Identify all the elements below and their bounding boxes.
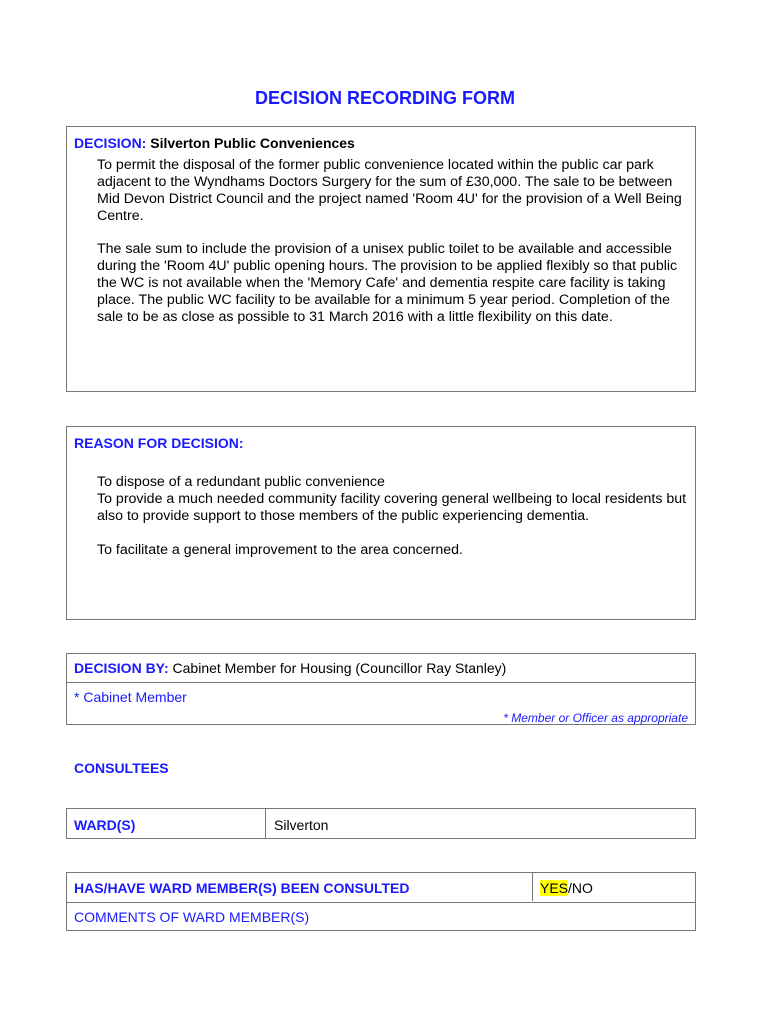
decision-by-row [74, 660, 506, 676]
form-title: DECISION RECORDING FORM [254, 88, 515, 108]
decision-label: DECISION: [74, 135, 147, 151]
consultees-heading: CONSULTEES [74, 760, 169, 776]
decision-paragraph: To permit the disposal of the former public convenience located within the public car park adjacent to the Wyndhams Doctors Surgery for the sum of £30,000. The sale to be between Mid Devon District Council and the project named 'Room 4U' for the provision of a Well Being Centre. [97, 157, 682, 224]
decision-section [66, 126, 696, 392]
ward-value: Silverton [274, 817, 329, 833]
reason-label: REASON FOR DECISION: [74, 435, 244, 451]
ward-table [66, 808, 696, 839]
row-divider [67, 902, 695, 903]
consulted-answer [540, 880, 593, 896]
reason-section [66, 426, 696, 620]
decision-paragraph: The sale sum to include the provision of a unisex public toilet to be available and accessible during the 'Room 4U' public opening hours. The provision to be applied flexibly so that public the WC is not available when the 'Memory Cafe' and dementia respite care facility is taking place. The public WC facility to be available for a minimum 5 year period. Completion of the sale to be as close as possible to 31 March 2016 with a little flexibility on this date. [97, 241, 678, 325]
decision-by-value: Cabinet Member for Housing (Councillor Ray Stanley) [172, 660, 507, 676]
reason-line: To provide a much needed community facility covering general wellbeing to local residents but also to provide support to those members of the public experiencing dementia. [97, 491, 687, 524]
reason-line: To dispose of a redundant public convenience [97, 474, 385, 490]
no-option: NO [571, 880, 593, 896]
yes-option: YES [540, 880, 569, 896]
decision-by-note: * Member or Officer as appropriate [503, 711, 688, 725]
row-divider [67, 682, 695, 683]
option-separator: / [568, 880, 572, 896]
column-divider [265, 809, 266, 838]
column-divider [532, 873, 533, 901]
consulted-table [66, 872, 696, 931]
decision-header [74, 135, 355, 151]
decision-by-label: DECISION BY: [74, 660, 169, 676]
ward-label: WARD(S) [74, 817, 136, 833]
decision-by-section [66, 653, 696, 725]
comments-label: COMMENTS OF WARD MEMBER(S) [74, 909, 310, 925]
decision-subject: Silverton Public Conveniences [150, 135, 355, 151]
reason-line: To facilitate a general improvement to the area concerned. [97, 542, 463, 558]
consulted-label: HAS/HAVE WARD MEMBER(S) BEEN CONSULTED [74, 880, 410, 896]
decision-by-role: * Cabinet Member [74, 689, 187, 705]
